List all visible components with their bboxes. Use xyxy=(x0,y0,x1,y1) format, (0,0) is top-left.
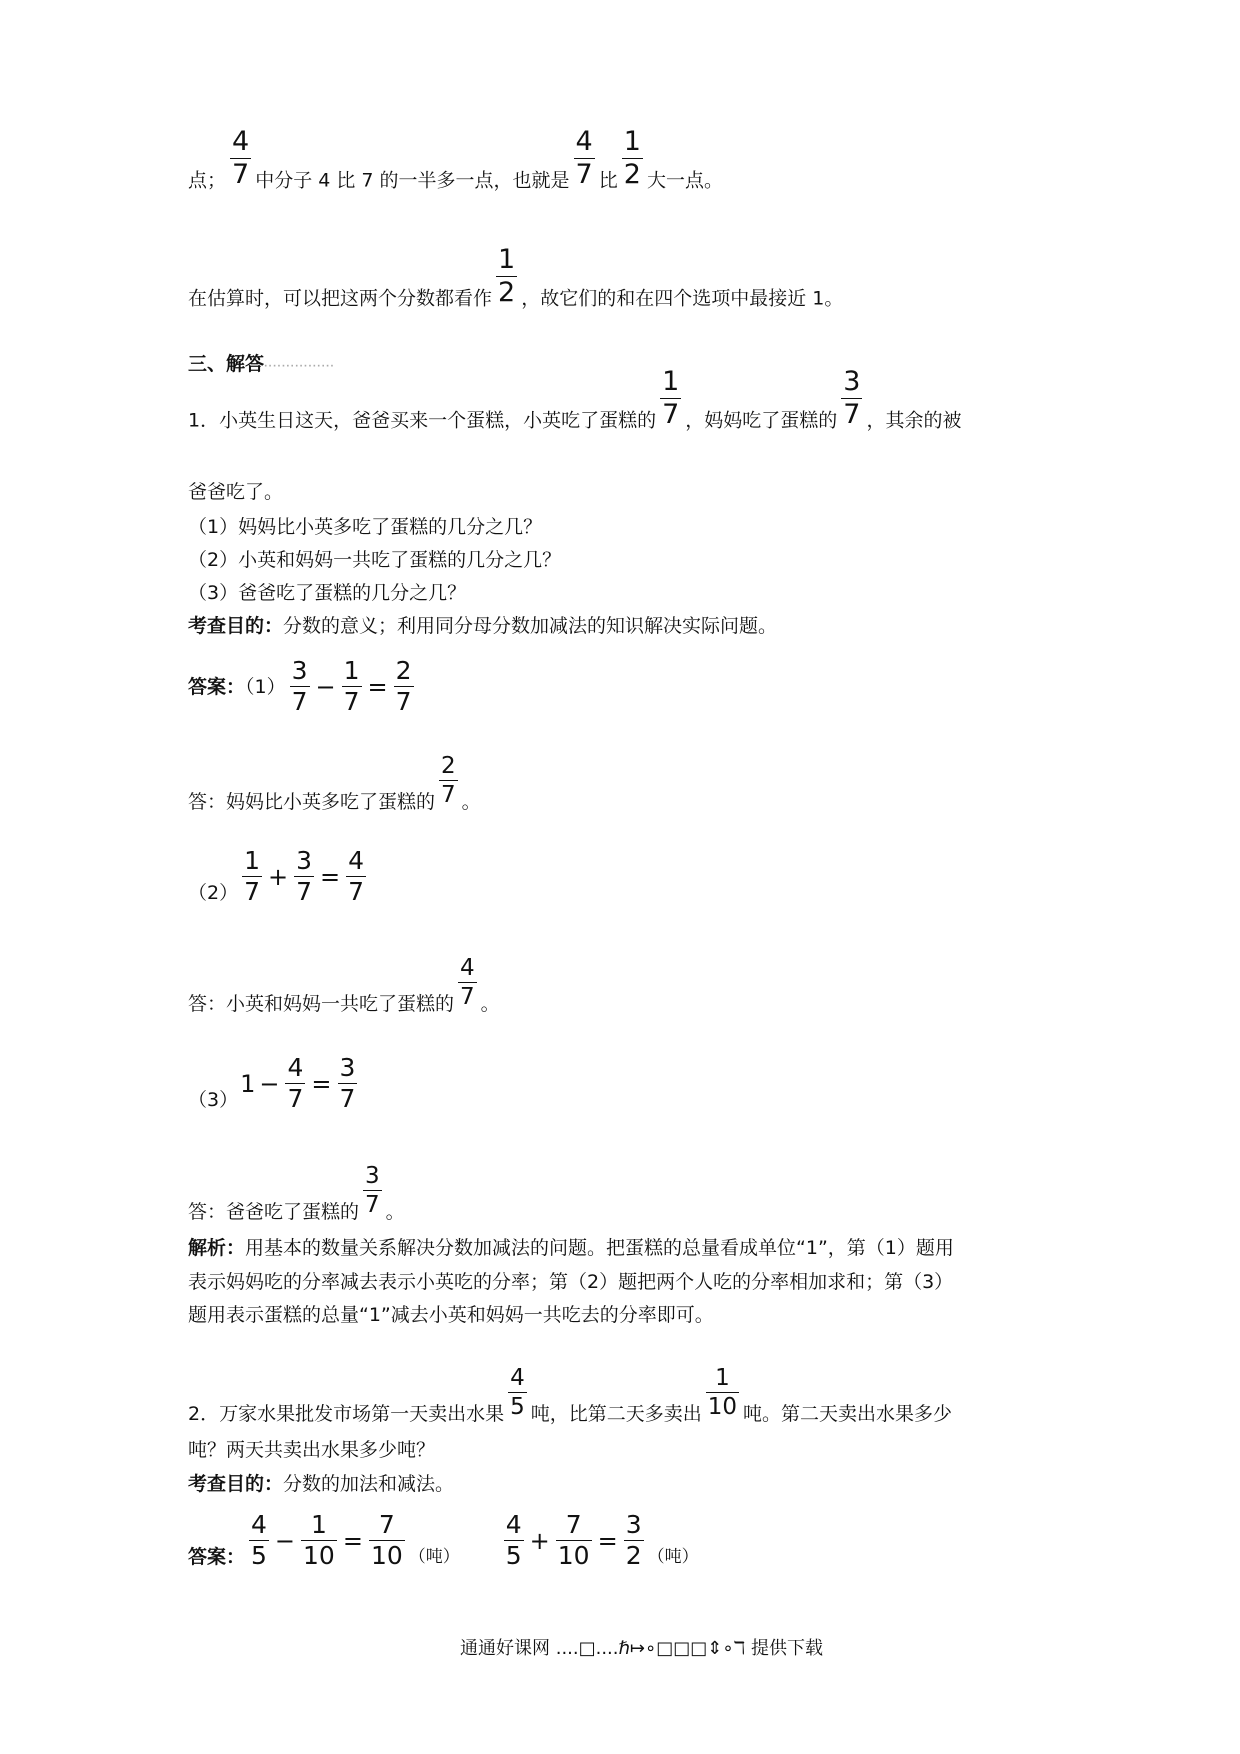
paragraph-estimate-2: 在估算时，可以把这两个分数都看作 $\frac{1}{2}$ ，故它们的和在四个选项中最接近 1。 xyxy=(188,244,844,310)
fraction: $\frac{1}{7}$ xyxy=(343,656,360,717)
fraction: $\frac{1}{2}$ xyxy=(623,126,641,191)
analysis-line-3: 题用表示蛋糕的总量“1”减去小英和妈妈一共吃去的分率即可。 xyxy=(188,1304,714,1326)
purpose-2: 考查目的：分数的加法和减法。 xyxy=(188,1473,455,1495)
fraction: $\frac{3}{7}$ xyxy=(843,366,861,431)
fraction: $\frac{4}{7}$ xyxy=(575,126,593,191)
fraction: $\frac{4}{7}$ xyxy=(348,846,365,907)
fraction: $\frac{4}{7}$ xyxy=(460,955,475,1011)
fraction: $\frac{2}{7}$ xyxy=(441,753,456,809)
question-1: 1．小英生日这天，爸爸买来一个蛋糕，小英吃了蛋糕的 $\frac{1}{7}$ ，妈妈吃了蛋糕的 $\frac{3}{7}$ ，其余的被 xyxy=(188,366,962,432)
faint-watermark-text: ................ xyxy=(264,359,335,370)
sub-question-2: （2）小英和妈妈一共吃了蛋糕的几分之几？ xyxy=(188,549,562,571)
question-2: 2．万家水果批发市场第一天卖出水果 $\frac{4}{5}$ 吨，比第二天多卖出 $\frac{1}{10}$ 吨。第二天卖出水果多少 xyxy=(188,1365,953,1426)
fraction: $\frac{1}{7}$ xyxy=(662,366,680,431)
fraction: $\frac{3}{7}$ xyxy=(291,656,308,717)
section-title: 三、解答................ xyxy=(188,353,335,375)
fraction: $\frac{7}{10}$ xyxy=(557,1510,590,1571)
question-2-line2: 吨？两天共卖出水果多少吨？ xyxy=(188,1439,436,1461)
fraction: $\frac{3}{7}$ xyxy=(296,846,313,907)
footer-text: 通通好课网 ....□....ℏ↦∘□□□⇕∘ℸ 提供下载 xyxy=(460,1638,823,1659)
purpose-1: 考查目的：分数的意义；利用同分母分数加减法的知识解决实际问题。 xyxy=(188,615,778,637)
fraction: $\frac{3}{7}$ xyxy=(365,1163,380,1219)
fraction: $\frac{1}{2}$ xyxy=(498,244,516,309)
fraction: $\frac{3}{2}$ xyxy=(625,1510,642,1571)
fraction: $\frac{1}{10}$ xyxy=(303,1510,335,1571)
fraction: $\frac{4}{5}$ xyxy=(505,1510,522,1571)
fraction: $\frac{1}{10}$ xyxy=(707,1365,738,1421)
fraction: $\frac{7}{10}$ xyxy=(370,1510,403,1571)
fraction: $\frac{4}{5}$ xyxy=(251,1510,267,1571)
fraction: $\frac{3}{7}$ xyxy=(339,1053,356,1114)
fraction: $\frac{2}{7}$ xyxy=(395,656,412,717)
answer-q2-equations: 答案： $\frac{4}{5}$ − $\frac{1}{10}$ = $\frac{7}{10}$ （吨） $\frac{4}{5}$ + $\frac{7}{10}$ = $\frac{3}{2}$ （吨） xyxy=(188,1510,699,1571)
paragraph-estimate-1: 点； $\frac{4}{7}$ 中分子 4 比 7 的一半多一点，也就是 $\frac{4}{7}$ 比 $\frac{1}{2}$ 大一点。 xyxy=(188,126,723,192)
analysis-line-1: 解析：用基本的数量关系解决分数加减法的问题。把蛋糕的总量看成单位“1”，第（1）题用 xyxy=(188,1237,954,1259)
answer-1-text: 答：妈妈比小英多吃了蛋糕的 $\frac{2}{7}$ 。 xyxy=(188,753,481,814)
sub-question-3: （3）爸爸吃了蛋糕的几分之几？ xyxy=(188,582,467,604)
analysis-line-2: 表示妈妈吃的分率减去表示小英吃的分率；第（2）题把两个人吃的分率相加求和；第（3） xyxy=(188,1271,954,1293)
question-1-line2: 爸爸吃了。 xyxy=(188,481,284,503)
fraction: $\frac{4}{5}$ xyxy=(510,1365,525,1421)
answer-1-equation: 答案：（1） $\frac{3}{7}$ − $\frac{1}{7}$ = $\frac{2}{7}$ xyxy=(188,656,412,717)
answer-2-equation: （2） $\frac{1}{7}$ + $\frac{3}{7}$ = $\frac{4}{7}$ xyxy=(188,846,365,907)
answer-3-equation: （3）1 − $\frac{4}{7}$ = $\frac{3}{7}$ xyxy=(188,1053,356,1114)
fraction: $\frac{4}{7}$ xyxy=(287,1053,304,1114)
fraction: $\frac{4}{7}$ xyxy=(232,126,250,191)
answer-3-text: 答：爸爸吃了蛋糕的 $\frac{3}{7}$ 。 xyxy=(188,1163,405,1224)
fraction: $\frac{1}{7}$ xyxy=(244,846,260,907)
answer-2-text: 答：小英和妈妈一共吃了蛋糕的 $\frac{4}{7}$ 。 xyxy=(188,955,500,1016)
sub-question-1: （1）妈妈比小英多吃了蛋糕的几分之几？ xyxy=(188,516,543,538)
